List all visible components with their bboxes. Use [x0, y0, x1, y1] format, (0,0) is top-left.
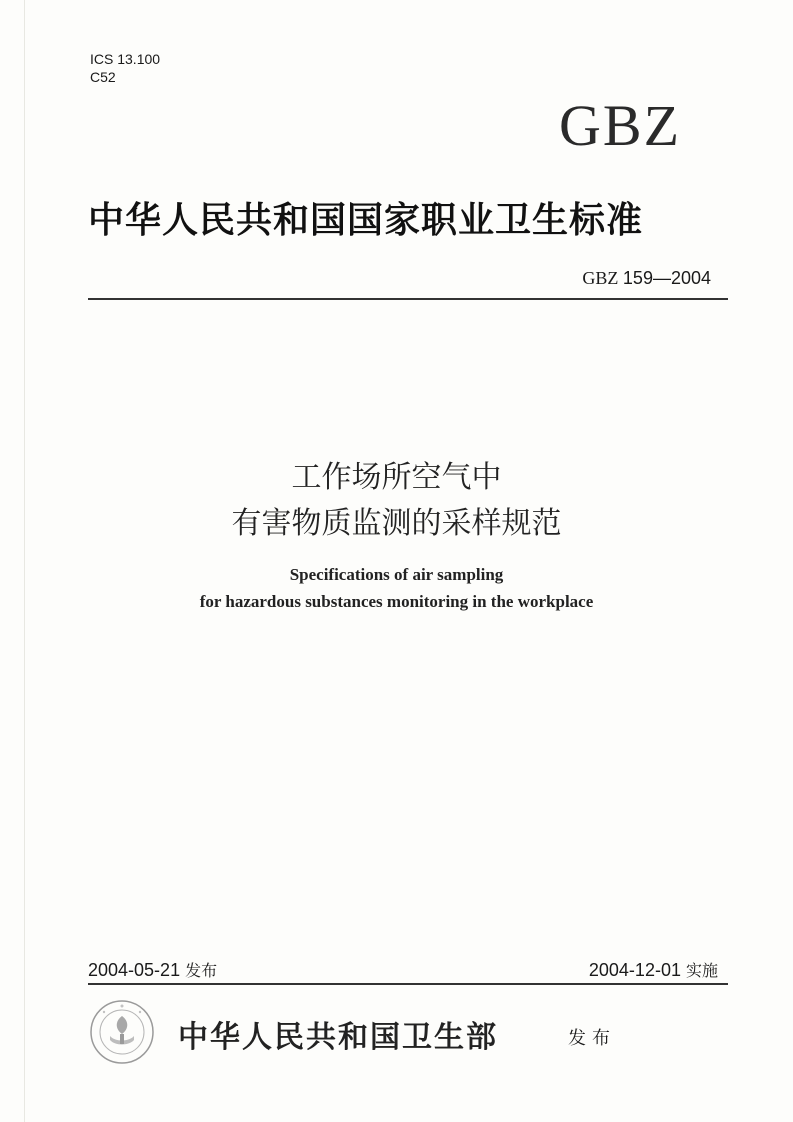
standard-number-prefix: GBZ: [582, 268, 619, 288]
standard-number-value: 159—2004: [622, 268, 711, 288]
chinese-title-line-1: 工作场所空气中: [291, 460, 502, 495]
english-title-line-2: for hazardous substances monitoring in the workplace: [199, 592, 594, 611]
publisher-action: 发布: [568, 1028, 616, 1049]
issue-label: 发布: [185, 961, 218, 980]
implementation-date: [589, 958, 718, 981]
ministry-seal-icon: [88, 998, 156, 1066]
issue-date-value: 2004-05-21: [88, 960, 181, 980]
issue-date: [88, 958, 217, 981]
scan-edge-line: [24, 0, 25, 1122]
header-divider: [88, 298, 728, 300]
implementation-label: 实施: [685, 961, 718, 980]
ccs-code: C52: [90, 69, 116, 85]
publisher-name: 中华人民共和国卫生部: [178, 1020, 498, 1055]
chinese-title-line-2: 有害物质监测的采样规范: [231, 506, 562, 541]
standard-category-title: 中华人民共和国国家职业卫生标准: [88, 199, 644, 241]
gbz-logo: GBZ: [559, 93, 681, 158]
classification-codes: [90, 50, 160, 86]
footer-divider: [88, 983, 728, 985]
english-title-line-1: Specifications of air sampling: [289, 565, 504, 584]
standard-number: [582, 268, 711, 289]
implementation-date-value: 2004-12-01: [588, 960, 681, 980]
ics-code: ICS 13.100: [90, 51, 161, 67]
